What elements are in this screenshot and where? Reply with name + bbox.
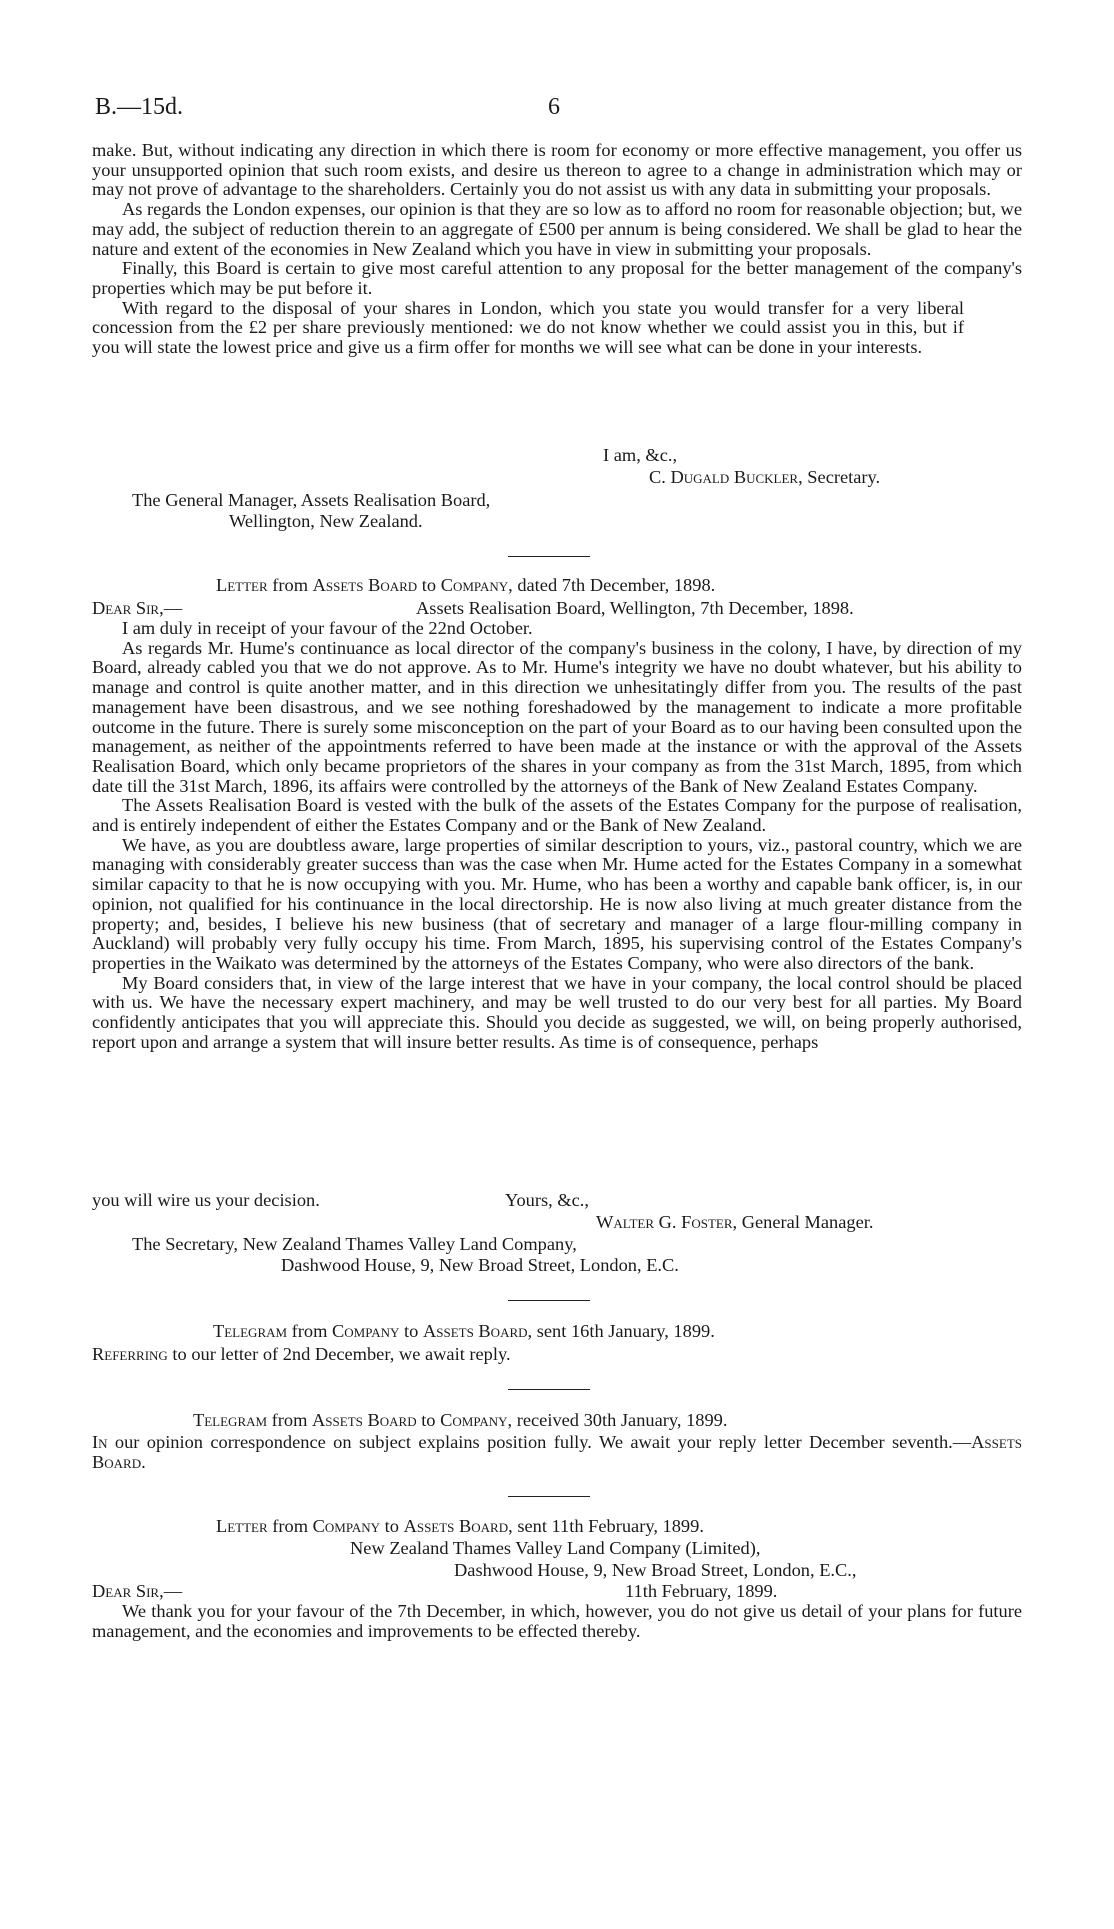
paragraph: As regards the London expenses, our opinion is that they are so low as to afford no room for reasonable objection; but, we may add, the subject of reduction therein to an aggregate of £500 per annum is being considered. We shall be glad to hear the nature and extent of the economies in New Zealand which you have in view in submitting your proposals. [92, 199, 1022, 259]
paragraph-last-line: you will wire us your decision. [92, 1190, 320, 1210]
paragraph: We have, as you are doubtless aware, large properties of similar description to yours, viz., pastoral country, which we are managing with considerably greater success than was the case when Mr. Hume acted for the Estates Company in a somewhat similar capacity to that he is now occupying with you. Mr. Hume, who has been a worthy and capable bank officer, is, in our opinion, not qualified for his continuance in the local directorship. He is now also living at much greater distance from the property; and, besides, I believe his new business (that of secretary and manager of a large flour-milling company in Auckland) will probably very fully occupy his time. From March, 1895, his supervising control of the Estates Company's properties in the Waikato was determined by the attorneys of the Estates Company, who were also directors of the bank. [92, 834, 1022, 973]
address-line: Dashwood House, 9, New Broad Street, London, E.C., [454, 1560, 857, 1580]
date: 11th February, 1899. [625, 1581, 778, 1601]
divider [508, 556, 590, 557]
salutation: Dear Sir,— [92, 1581, 183, 1601]
paragraph: make. But, without indicating any direction in which there is room for economy or more effective management, you offer us your unsupported opinion that such room exists, and desire us thereon to agree to a change in administration which may or may not prove of advantage to the shareholders. Certainly you do not assist us with any data in submitting your proposals. [92, 140, 1022, 200]
paragraph: We thank you for your favour of the 7th December, in which, however, you do not give us detail of your plans for future management, and the economies and improvements to be effected thereby. [92, 1601, 1022, 1641]
paragraph: The Assets Realisation Board is vested with the bulk of the assets of the Estates Company for the purpose of realisation, and is entirely independent of either the Estates Company and or the Bank of New Zealand. [92, 795, 1022, 836]
signature [649, 467, 880, 487]
address-line: Wellington, New Zealand. [229, 511, 423, 531]
signature [596, 1212, 873, 1232]
letter-body [92, 1602, 1022, 1641]
paragraph: My Board considers that, in view of the large interest that we have in your company, the local control should be placed with us. We have the necessary expert machinery, and may be well trusted to do our very best for all parties. My Board confidently anticipates that you will appreciate this. Should you decide as suggested, we will, on being properly authorised, report upon and arrange a system that will insure better results. As time is of consequence, perhaps [92, 972, 1022, 1052]
paragraph: With regard to the disposal of your shares in London, which you state you would transfer for a very liberal concession from the £2 per share previously mentioned: we do not know whether we could assist you in this, but if you will state the lowest price and give us a firm offer for months we will see what can be done in your interests. [92, 297, 964, 358]
salutation: Dear Sir,— [92, 598, 183, 618]
closing: Yours, &c., [505, 1190, 589, 1210]
section-heading: Letter from Company to Assets Board, sent 11th February, 1899. [216, 1516, 704, 1536]
paragraph: I am duly in receipt of your favour of the 22nd October. [122, 618, 533, 638]
signature-name: Walter G. Foster [596, 1212, 733, 1232]
page-number: 6 [548, 94, 560, 120]
address-line: New Zealand Thames Valley Land Company (Limited), [350, 1538, 761, 1558]
section-heading: Letter from Assets Board to Company, dated 7th December, 1898. [216, 575, 716, 595]
address-line: The Secretary, New Zealand Thames Valley Land Company, [132, 1234, 577, 1254]
divider [508, 1496, 590, 1497]
section-heading: Telegram from Company to Assets Board, sent 16th January, 1899. [213, 1321, 715, 1341]
paragraph: Finally, this Board is certain to give most careful attention to any proposal for the better management of the company's properties which may be put before it. [92, 258, 1022, 298]
section-heading: Telegram from Assets Board to Company, received 30th January, 1899. [193, 1410, 728, 1430]
dateline: Assets Realisation Board, Wellington, 7th December, 1898. [416, 598, 854, 618]
address-line: The General Manager, Assets Realisation Board, [132, 490, 491, 510]
letter-continuation [92, 141, 1022, 358]
document-reference: B.—15d. [95, 94, 184, 120]
signature-name: C. Dugald Buckler [649, 467, 799, 487]
paragraph: As regards Mr. Hume's continuance as local director of the company's business in the colony, I have, by direction of my Board, already cabled you that we do not approve. As to Mr. Hume's integrity we have no doubt whatever, but his ability to manage and control is quite another matter, and in this direction we unhesitatingly differ from you. The results of the past management have been disastrous, and we see nothing foreshadowed by the management to indicate a more profitable outcome in the future. There is surely some misconception on the part of your Board as to our having been consulted upon the management, as neither of the appointments referred to have been made at the instance or with the approval of the Assets Realisation Board, which only became proprietors of the shares in your company as from the 31st March, 1895, from which date till the 31st March, 1896, its affairs were controlled by the attorneys of the Bank of New Zealand Estates Company. [92, 637, 1022, 796]
paragraph: In our opinion correspondence on subject explains position fully. We await your reply letter December seventh.—Assets Board. [92, 1432, 1022, 1472]
closing: I am, &c., [603, 445, 678, 465]
signature-title: , Secretary. [798, 467, 881, 487]
divider [508, 1300, 590, 1301]
letter-body [92, 619, 1022, 1052]
signature-title: , General Manager. [732, 1212, 874, 1232]
telegram-text [92, 1433, 1022, 1472]
divider [508, 1389, 590, 1390]
address-line: Dashwood House, 9, New Broad Street, London, E.C. [281, 1255, 679, 1275]
telegram-text: Referring to our letter of 2nd December, we await reply. [92, 1344, 511, 1364]
